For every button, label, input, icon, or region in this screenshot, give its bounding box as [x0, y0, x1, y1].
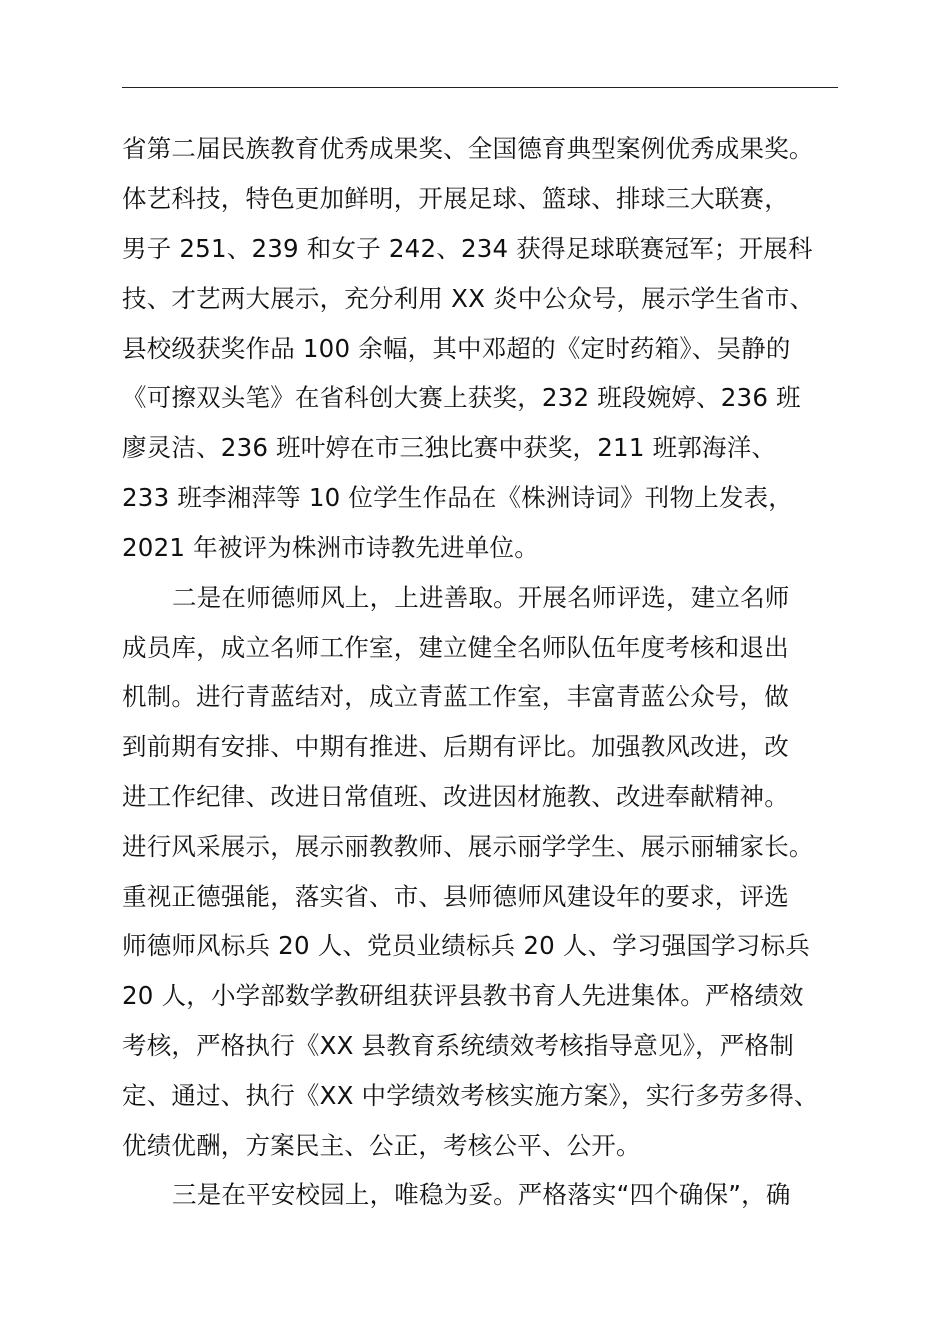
text-line: 优绩优酬，方案民主、公正，考核公平、公开。: [122, 1131, 641, 1160]
paragraph-start-line: 二是在师德师风上，上进善取。开展名师评选，建立名师: [172, 583, 790, 612]
text-line: 到前期有安排、中期有推进、后期有评比。加强教风改进，改: [122, 732, 789, 761]
text-line: 男子 251、239 和女子 242、234 获得足球联赛冠军；开展科: [122, 234, 813, 263]
text-line: 2021 年被评为株洲市诗教先进单位。: [122, 533, 539, 562]
text-line: 体艺科技，特色更加鲜明，开展足球、篮球、排球三大联赛，: [122, 184, 789, 213]
text-line: 师德师风标兵 20 人、党员业绩标兵 20 人、学习强国学习标兵: [122, 931, 810, 960]
text-line: 进行风采展示，展示丽教教师、展示丽学学生、展示丽辅家长。: [122, 832, 814, 861]
text-line: 20 人，小学部数学教研组获评县教书育人先进集体。严格绩效: [122, 981, 804, 1010]
text-line: 考核，严格执行《XX 县教育系统绩效考核指导意见》，严格制: [122, 1031, 794, 1060]
text-line: 县校级获奖作品 100 余幅，其中邓超的《定时药箱》、吴静的: [122, 334, 791, 363]
text-line: 技、才艺两大展示，充分利用 XX 炎中公众号，展示学生省市、: [122, 284, 815, 313]
paragraph-start-line: 三是在平安校园上，唯稳为妥。严格落实“四个确保”，确: [172, 1180, 791, 1209]
text-line: 省第二届民族教育优秀成果奖、全国德育典型案例优秀成果奖。: [122, 134, 814, 163]
text-line: 重视正德强能，落实省、市、县师德师风建设年的要求，评选: [122, 882, 789, 911]
header-rule: [122, 87, 838, 88]
text-line: 定、通过、执行《XX 中学绩效考核实施方案》，实行多劳多得、: [122, 1081, 819, 1110]
text-line: 机制。进行青蓝结对，成立青蓝工作室，丰富青蓝公众号，做: [122, 682, 789, 711]
text-line: 成员库，成立名师工作室，建立健全名师队伍年度考核和退出: [122, 633, 789, 662]
text-line: 进工作纪律、改进日常值班、改进因材施教、改进奉献精神。: [122, 782, 789, 811]
text-line: 233 班李湘萍等 10 位学生作品在《株洲诗词》刊物上发表，: [122, 483, 793, 512]
text-line: 《可擦双头笔》在省科创大赛上获奖，232 班段婉婷、236 班: [122, 383, 801, 412]
text-line: 廖灵洁、236 班叶婷在市三独比赛中获奖，211 班郭海洋、: [122, 433, 777, 462]
